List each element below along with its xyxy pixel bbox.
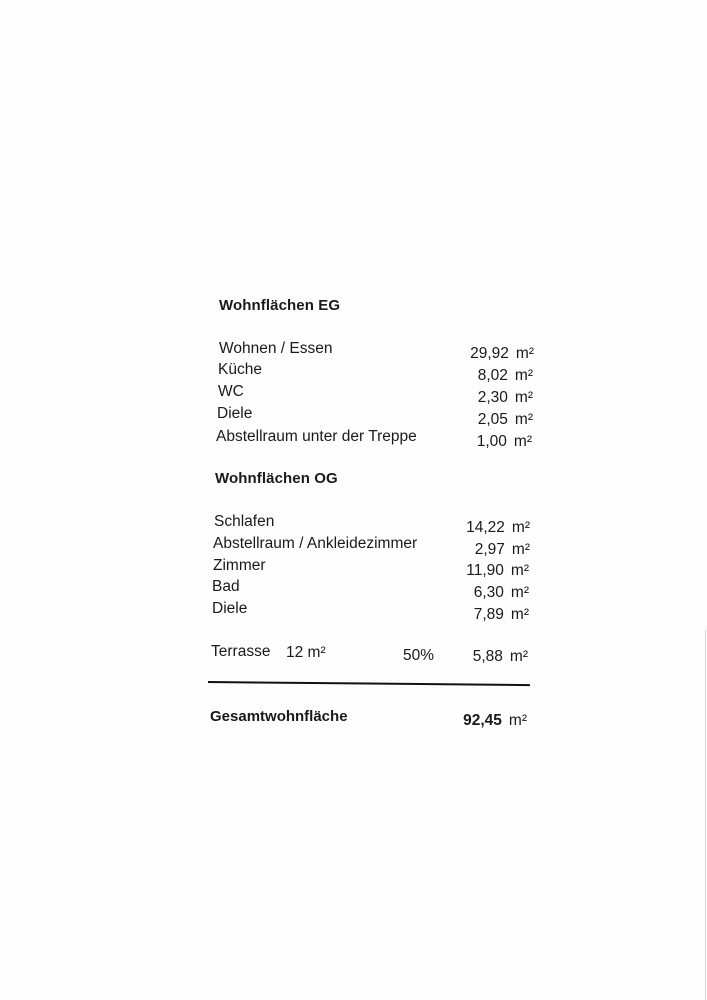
area-number: 5,88 <box>472 648 503 665</box>
area-number: 2,30 <box>477 389 508 406</box>
terrace-area: 12 m² <box>286 644 326 661</box>
total-unit: m² <box>508 712 527 729</box>
room-label: Abstellraum unter der Treppe <box>216 428 417 445</box>
room-area <box>439 584 529 602</box>
area-unit: m² <box>513 433 532 450</box>
area-unit: m² <box>510 606 529 623</box>
room-label: Wohnen / Essen <box>219 340 333 357</box>
room-area <box>444 345 534 363</box>
area-number: 7,89 <box>473 606 504 623</box>
section-heading-eg: Wohnflächen EG <box>219 297 341 314</box>
area-number: 29,92 <box>470 345 509 362</box>
area-number: 2,97 <box>474 541 505 558</box>
section-heading-og: Wohnflächen OG <box>215 470 338 487</box>
area-number: 2,05 <box>477 411 508 428</box>
room-area <box>443 367 533 385</box>
area-unit: m² <box>510 562 529 579</box>
area-number: 11,90 <box>466 562 504 579</box>
total-number: 92,45 <box>463 712 502 729</box>
area-number: 6,30 <box>473 584 504 601</box>
total-label: Gesamtwohnfläche <box>210 708 348 725</box>
room-label: Küche <box>218 361 262 378</box>
total-divider-line <box>208 681 530 686</box>
room-area <box>439 606 529 624</box>
room-label: Zimmer <box>213 557 266 574</box>
room-area <box>443 389 533 407</box>
room-label: Diele <box>212 600 248 617</box>
room-label: WC <box>218 383 244 400</box>
terrace-label: Terrasse <box>211 643 271 660</box>
area-unit: m² <box>511 541 530 558</box>
area-unit: m² <box>509 648 528 665</box>
total-area <box>437 712 527 730</box>
area-number: 1,00 <box>476 433 507 450</box>
terrace-percent: 50% <box>403 647 435 664</box>
terrace-credited-area <box>438 648 528 666</box>
area-unit: m² <box>514 389 533 406</box>
room-label: Schlafen <box>214 513 275 530</box>
room-label: Bad <box>212 578 240 595</box>
room-area <box>439 562 529 580</box>
area-number: 14,22 <box>466 519 505 536</box>
area-unit: m² <box>514 367 533 384</box>
room-label: Abstellraum / Ankleidezimmer <box>213 535 418 552</box>
room-area <box>440 519 530 537</box>
area-unit: m² <box>511 519 530 536</box>
room-area <box>440 541 530 559</box>
room-area <box>443 411 533 429</box>
area-unit: m² <box>514 411 533 428</box>
room-area <box>442 433 532 451</box>
area-unit: m² <box>510 584 529 601</box>
area-unit: m² <box>515 345 534 362</box>
area-number: 8,02 <box>477 367 508 384</box>
room-label: Diele <box>217 405 253 422</box>
scan-edge <box>705 630 706 1000</box>
